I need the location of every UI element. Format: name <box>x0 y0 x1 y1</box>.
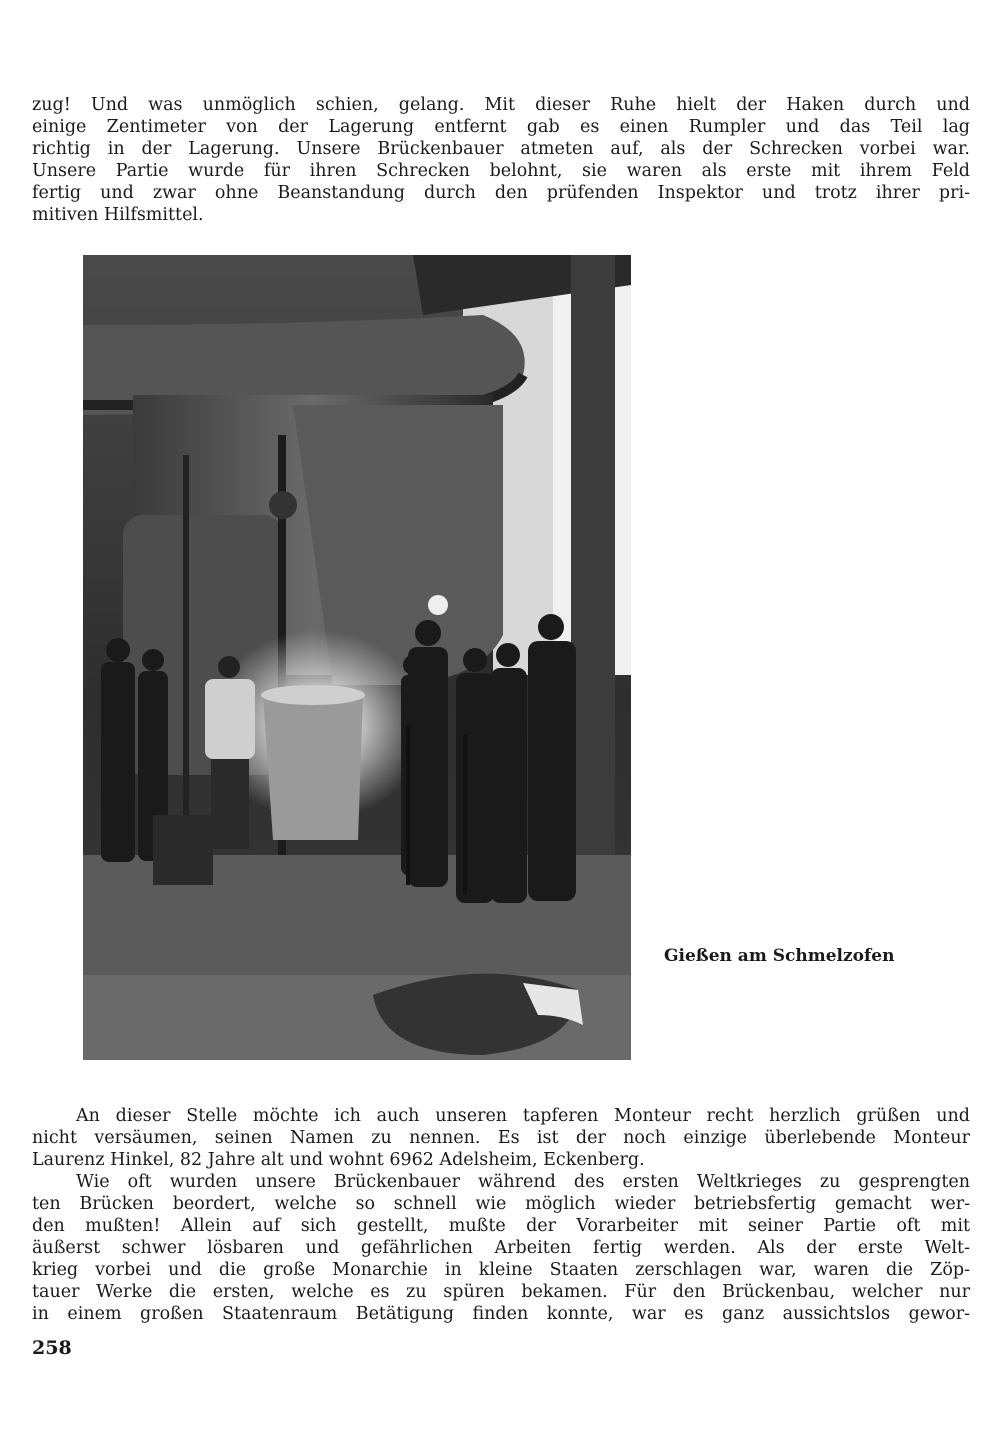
text-line: Unsere Partie wurde für ihren Schrecken belohnt, sie waren als erste mit ihrem Feld <box>32 161 970 181</box>
text-line: richtig in der Lagerung. Unsere Brückenbauer atmeten auf, als der Schrecken vorbei war. <box>32 139 970 159</box>
furnace-photograph <box>83 255 631 1060</box>
top-paragraph <box>32 94 970 226</box>
text-line: einige Zentimeter von der Lagerung entfernt gab es einen Rumpler und das Teil lag <box>32 117 970 137</box>
page-number: 258 <box>32 1337 72 1359</box>
text-line: Laurenz Hinkel, 82 Jahre alt und wohnt 6962 Adelsheim, Eckenberg. <box>32 1150 645 1170</box>
text-line: mitiven Hilfsmittel. <box>32 205 204 225</box>
text-line: fertig und zwar ohne Beanstandung durch den prüfenden Inspektor und trotz ihrer pri- <box>32 183 970 203</box>
text-line: zug! Und was unmöglich schien, gelang. Mit dieser Ruhe hielt der Haken durch und <box>32 95 970 115</box>
text-line: äußerst schwer lösbaren und gefährlichen Arbeiten fertig werden. Als der erste Welt- <box>32 1238 970 1258</box>
text-line: tauer Werke die ersten, welche es zu spüren bekamen. Für den Brückenbau, welcher nur <box>32 1282 970 1302</box>
text-line: Wie oft wurden unsere Brückenbauer während des ersten Weltkrieges zu gesprengten <box>76 1172 970 1192</box>
text-line: in einem großen Staatenraum Betätigung finden konnte, war es ganz aussichtslos gewor- <box>32 1304 970 1324</box>
figure-caption: Gießen am Schmelzofen <box>664 946 895 966</box>
text-line: den mußten! Allein auf sich gestellt, mußte der Vorarbeiter mit seiner Partie oft mit <box>32 1216 970 1236</box>
text-line: krieg vorbei und die große Monarchie in kleine Staaten zerschlagen war, waren die Zöp- <box>32 1260 970 1280</box>
bottom-paragraph-1 <box>32 1105 970 1171</box>
text-line: ten Brücken beordert, welche so schnell wie möglich wieder betriebsfertig gemacht wer- <box>32 1194 970 1214</box>
bottom-paragraph-2 <box>32 1171 970 1325</box>
text-line: An dieser Stelle möchte ich auch unseren tapferen Monteur recht herzlich grüßen und <box>76 1106 970 1126</box>
text-line: nicht versäumen, seinen Namen zu nennen. Es ist der noch einzige überlebende Monteur <box>32 1128 970 1148</box>
photo-illustration <box>83 255 631 1060</box>
